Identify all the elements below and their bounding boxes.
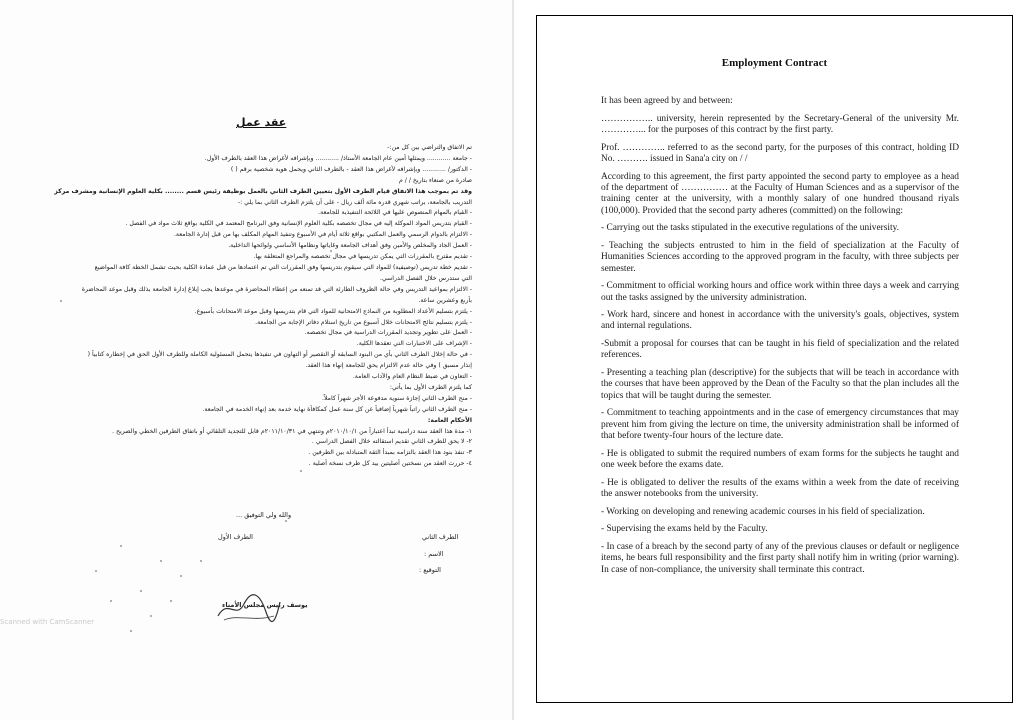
scan-speck	[170, 600, 172, 602]
arabic-name-label: الاسم :	[424, 550, 444, 558]
arabic-title: عقد عمل	[236, 116, 287, 129]
arabic-body	[27, 143, 472, 470]
scan-speck	[330, 250, 332, 252]
arabic-line: - التعاون في ضبط النظام العام والآداب العامة.	[352, 373, 472, 381]
arabic-line: - العمل على تطوير وتجديد المقررات الدراسية في مجال تخصصه.	[304, 329, 472, 337]
arabic-line: - يلتزم بتسليم الأعداد المطلوبة من النماذج الامتحانية للمواد التي قام بتدريسها وقبل موعد الامتحانات بأسبوع.	[194, 307, 472, 315]
arabic-line: كما يلتزم الطرف الأول بما يأتي:	[389, 383, 472, 391]
arabic-line: - القيام بالمهام المنصوص عليها في اللائحة التنفيذية للجامعة.	[318, 209, 472, 217]
arabic-line: - منح الطرف الثاني إجازة سنوية مدفوعة الأجر شهراً كاملاً.	[322, 394, 472, 402]
arabic-line: ٢- لا يحق للطرف الثاني تقديم استقالته خلال الفصل الدراسي .	[311, 438, 472, 446]
arabic-line: ٣- تنفذ بنود هذا العقد بالتزامه بمبدأ الثقة المتبادلة بين الطرفين .	[308, 449, 472, 457]
contract-paragraph: - Work hard, sincere and honest in accordance with the university's goals, objectives, system and internal regulations.	[601, 310, 959, 332]
arabic-line: - يلتزم بتسليم نتائج الامتحانات خلال أسبوع من تاريخ استلام دفاتر الإجابة من الجامعة.	[255, 318, 472, 326]
arabic-line: الأحكام العامة:	[427, 416, 472, 424]
arabic-line: التدريب بالجامعة، براتب شهري قدره مائة ألف ريال - على أن يلتزم الطرف الثاني بما يلي :-	[237, 198, 472, 206]
arabic-line: - جامعة ............ ويمثلها أمين عام الجامعة الأستاذ/ ............ وبإشرافه لأغراض هذا العقد بالطرف الأول.	[204, 154, 472, 162]
arabic-line: - تقديم مقترح بالمقررات التي يمكن تدريسها في مجال تخصصه والمراجع المتعلقة بها.	[253, 253, 472, 261]
scan-speck	[150, 615, 152, 617]
scan-speck	[180, 575, 182, 577]
scan-speck	[140, 590, 142, 592]
contract-paragraph: Prof. ………….. referred to as the second party, for the purposes of this contract, holding ID No. ………. issued in Sana'a city on / /	[601, 142, 959, 164]
arabic-line: - منح الطرف الثاني راتباً شهرياً إضافياً عن كل سنة عمل كمكافأة نهاية خدمة بعد إنهاء الخدمة في الجامعة.	[202, 405, 472, 413]
arabic-line: - القيام بتدريس المواد الموكلة إليه في مجال تخصصه بكلية العلوم الإنسانية وفق البرنامج المعتمد في الكلية بواقع ثلاث مواد في الفصل .	[125, 220, 472, 228]
arabic-line: إنذار مسبق ) وفي حالة عدم الالتزام يحق للجامعة إنهاء هذا العقد.	[305, 362, 472, 370]
contract-paragraph: …………….. university, herein represented by the Secretary-General of the university Mr. …………... for the purposes of this contract by the first party.	[601, 113, 959, 135]
arabic-line: التي ستدرس خلال الفصل الدراسي.	[379, 274, 472, 282]
contract-paragraph: - Presenting a teaching plan (descriptive) for the subjects that will be teach in accordance with the courses that have been approved by the Dean of the Faculty so that the plan includes all the topics that will be taught during the semester.	[601, 368, 959, 401]
scan-speck	[300, 470, 302, 472]
contract-paragraph: - He is obligated to deliver the results of the exams within a week from the date of receiving the answer notebooks from the university.	[601, 477, 959, 499]
arabic-line: ٤- حررت العقد من نسختين أصليتين بيد كل طرف نسخة أصلية .	[308, 460, 472, 468]
arabic-line: تم الاتفاق والتراضي بين كل من:-	[387, 144, 472, 151]
arabic-line: - في حالة إخلال الطرف الثاني بأي من البنود السابقة أو التقصير أو التهاون في تنفيذها يتحمل المسئولية الكاملة وللطرف الأول الحق في إخطاره كتابياً (	[87, 351, 472, 359]
signature-scribble	[214, 590, 284, 626]
arabic-line: بأربع وعشرين ساعة.	[418, 296, 472, 304]
arabic-line: - الدكتور/ ............ وبإشرافه لأغراض هذا العقد - بالطرف الثاني ويحمل هوية شخصية برقم ( )	[230, 165, 472, 173]
arabic-line: - الالتزام بالدوام الرسمي والعمل المكتبي بواقع ثلاثة أيام في الأسبوع وتنفيذ المهام المكلف بها من قبل إدارة الجامعة.	[173, 231, 472, 239]
arabic-line: صادرة من صنعاء بتاريخ / / م	[398, 176, 472, 184]
scan-speck	[285, 520, 287, 522]
arabic-line: - الالتزام بمواعيد التدريس وفي حالة الظروف الطارئة التي قد تمنعه من إعطاء المحاضرة في موعدها يجب إبلاغ إدارة الجامعة بذلك وقبل موعد المحاضرة	[81, 285, 472, 293]
contract-paragraph: - Carrying out the tasks stipulated in the executive regulations of the university.	[601, 223, 900, 234]
contract-paragraph: - Commitment to official working hours and office work within three days a week and carrying out the tasks assigned by the university administration.	[601, 281, 959, 303]
contract-paragraph: - Supervising the exams held by the Faculty.	[601, 524, 768, 535]
english-contract-page	[536, 15, 1013, 703]
arabic-party-two: الطرف الثاني	[422, 533, 459, 541]
arabic-line: - العمل الجاد والمخلص والأمين وفق أهداف الجامعة وغاياتها ونظامها الأساسي ولوائحها الداخلية.	[228, 242, 472, 250]
contract-paragraph: It has been agreed by and between:	[601, 96, 733, 106]
scan-speck	[60, 300, 62, 302]
arabic-signer: يوسف رئيس مجلس الأمناء	[222, 601, 308, 609]
arabic-line: - تقديم خطة تدريس (توصيفية) للمواد التي سيقوم بتدريسها وفق المقررات التي تم اعتمادها من قبل عمادة الكلية بحيث تشمل الخطة كافة المواضيع	[94, 263, 472, 271]
scanner-watermark: Scanned with CamScanner	[0, 618, 95, 626]
arabic-line: ١- مدة هذا العقد سنة دراسية تبدأ اعتباراً من ٢٠١٠/١٠/١م وتنتهي في ٢٠١١/١٠/٣١م قابل للتجديد التلقائي أو باتفاق الطرفين الخطي والصريح .	[112, 427, 472, 435]
contract-paragraph: - Working on developing and renewing academic courses in his field of specialization.	[601, 506, 925, 517]
contract-paragraph: - In case of a breach by the second party of any of the previous clauses or default or negligence items, he bears full responsibility and the first party shall notify him in writing (prior warning). In case of non-compliance, the university shall terminate this contract.	[601, 542, 959, 575]
arabic-line: - الإشراف على الاختبارات التي تعقدها الكلية.	[356, 340, 472, 348]
scan-speck	[120, 545, 122, 547]
contract-paragraph: - He is obligated to submit the required numbers of exam forms for the subjects he taught and one week before the exams date.	[601, 448, 959, 471]
arabic-closing: والله ولي التوفيق ...	[236, 511, 292, 519]
scan-speck	[200, 560, 202, 562]
arabic-line: وقد تم بموجب هذا الاتفاق قيام الطرف الأول بتعيين الطرف الثاني بالعمل بوظيفة رئيس قسم ........ بكلية العلوم الإنسانية ومشرف مركز	[54, 187, 472, 195]
scan-speck	[95, 570, 97, 572]
scan-speck	[130, 630, 132, 632]
contract-paragraph: According to this agreement, the first party appointed the second party to employee as a head of the department of …………… at the Faculty of Human Sciences and as a supervisor of the training center at the university, with a monthly salary of one hundred thousand riyals (100,000). Provided that the second party adheres (committed) on the following:	[601, 171, 959, 216]
contract-title: Employment Contract	[721, 57, 828, 69]
contract-paragraph: -Submit a proposal for courses that can be taught in his field of specialization and the related references.	[601, 339, 959, 361]
page-divider	[512, 0, 514, 720]
arabic-signature-label: التوقيع :	[419, 566, 441, 574]
scan-speck	[160, 560, 162, 562]
contract-paragraph: - Teaching the subjects entrusted to him in the field of specialization at the Faculty of Humanities Sciences according to the approved program in the faculty, with three subjects per semester.	[601, 240, 959, 274]
contract-body	[601, 96, 959, 582]
scan-speck	[110, 600, 112, 602]
contract-paragraph: - Commitment to teaching appointments and in the case of emergency circumstances that may prevent him from giving the lecture on time, the university administration shall be informed of that before twenty-four hours of the lecture date.	[601, 408, 959, 442]
arabic-party-one: الطرف الأول	[218, 533, 253, 541]
